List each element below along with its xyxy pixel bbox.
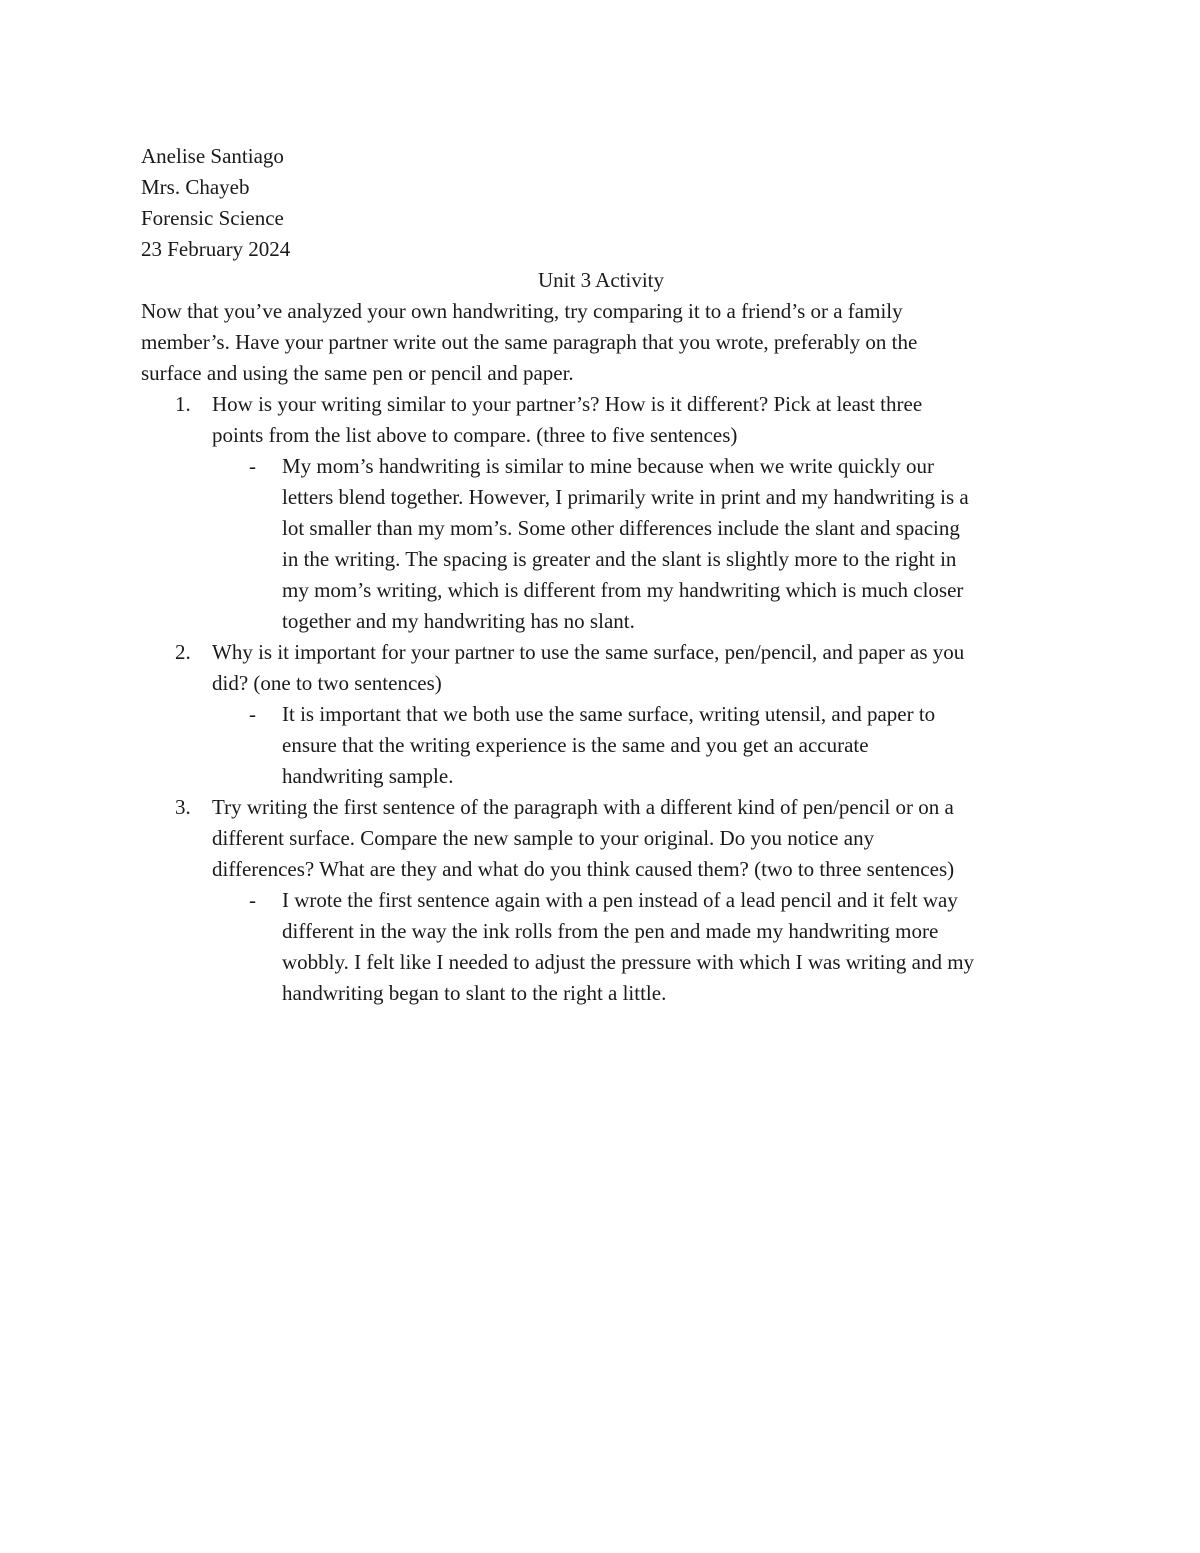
answer-line: letters blend together. However, I primarily write in print and my handwriting is a bbox=[282, 485, 969, 509]
question-line: did? (one to two sentences) bbox=[212, 671, 442, 695]
question-number: 3. bbox=[175, 795, 191, 819]
answer-line: My mom’s handwriting is similar to mine because when we write quickly our bbox=[282, 454, 935, 478]
answer-line: handwriting sample. bbox=[282, 764, 454, 788]
answer-bullet: - bbox=[249, 454, 256, 478]
question-line: differences? What are they and what do you think caused them? (two to three sentences) bbox=[212, 857, 955, 881]
question-line: Why is it important for your partner to use the same surface, pen/pencil, and paper as you bbox=[212, 640, 965, 664]
question-line: Try writing the first sentence of the paragraph with a different kind of pen/pencil or on a bbox=[212, 795, 954, 819]
question-number: 1. bbox=[175, 392, 191, 416]
intro-line: member’s. Have your partner write out the same paragraph that you wrote, preferably on the bbox=[141, 330, 918, 354]
teacher-name: Mrs. Chayeb bbox=[141, 175, 250, 199]
answer-line: my mom’s writing, which is different from my handwriting which is much closer bbox=[282, 578, 964, 602]
page-title: Unit 3 Activity bbox=[538, 268, 664, 292]
course-name: Forensic Science bbox=[141, 206, 284, 230]
answer-line: different in the way the ink rolls from the pen and made my handwriting more bbox=[282, 919, 939, 943]
answer-3 bbox=[141, 885, 1061, 1009]
date: 23 February 2024 bbox=[141, 237, 291, 261]
student-name: Anelise Santiago bbox=[141, 144, 284, 168]
question-line: points from the list above to compare. (three to five sentences) bbox=[212, 423, 738, 447]
answer-line: together and my handwriting has no slant. bbox=[282, 609, 635, 633]
answer-bullet: - bbox=[249, 702, 256, 726]
intro-paragraph bbox=[141, 296, 1061, 389]
answer-line: handwriting began to slant to the right a little. bbox=[282, 981, 667, 1005]
answer-line: ensure that the writing experience is the same and you get an accurate bbox=[282, 733, 869, 757]
question-3 bbox=[141, 792, 1061, 885]
answer-line: It is important that we both use the same surface, writing utensil, and paper to bbox=[282, 702, 936, 726]
mla-header bbox=[141, 141, 1061, 265]
question-1 bbox=[141, 389, 1061, 451]
question-2 bbox=[141, 637, 1061, 699]
answer-line: lot smaller than my mom’s. Some other differences include the slant and spacing bbox=[282, 516, 960, 540]
answer-bullet: - bbox=[249, 888, 256, 912]
question-line: How is your writing similar to your partner’s? How is it different? Pick at least three bbox=[212, 392, 923, 416]
answer-1 bbox=[141, 451, 1061, 637]
question-number: 2. bbox=[175, 640, 191, 664]
question-line: different surface. Compare the new sample to your original. Do you notice any bbox=[212, 826, 875, 850]
document-body bbox=[141, 141, 1061, 1009]
answer-line: I wrote the first sentence again with a pen instead of a lead pencil and it felt way bbox=[282, 888, 958, 912]
answer-line: wobbly. I felt like I needed to adjust the pressure with which I was writing and my bbox=[282, 950, 975, 974]
intro-line: Now that you’ve analyzed your own handwriting, try comparing it to a friend’s or a family bbox=[141, 299, 903, 323]
answer-line: in the writing. The spacing is greater and the slant is slightly more to the right in bbox=[282, 547, 957, 571]
intro-line: surface and using the same pen or pencil and paper. bbox=[141, 361, 574, 385]
answer-2 bbox=[141, 699, 1061, 792]
